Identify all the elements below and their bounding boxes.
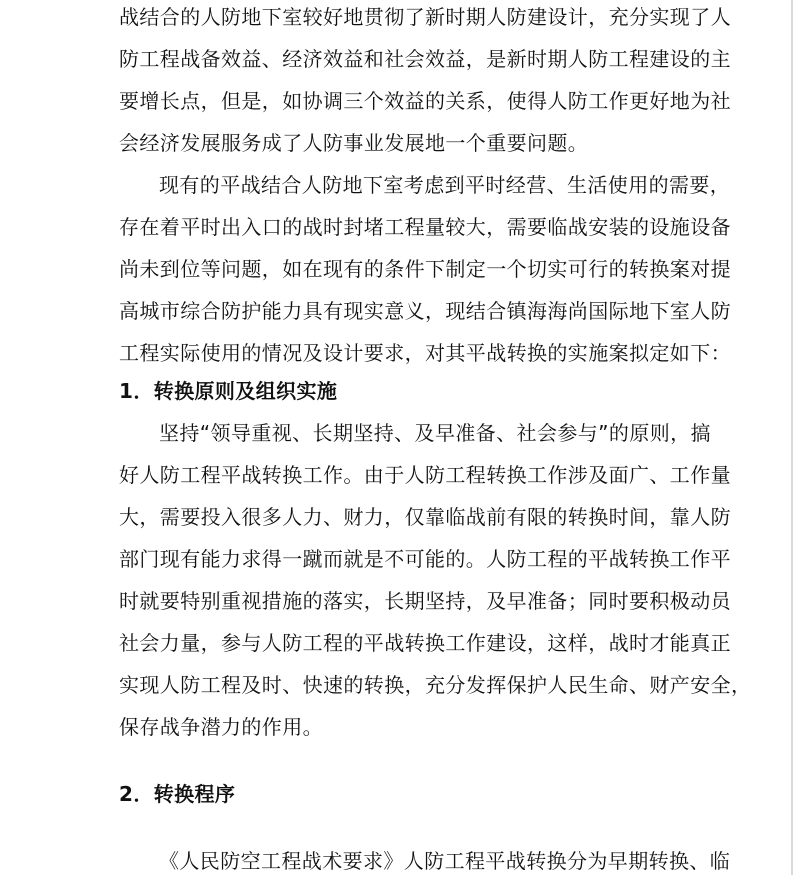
paragraph-line: 大，需要投入很多人力、财力，仅靠临战前有限的转换时间，靠人防	[119, 505, 731, 529]
paragraph-line: 存在着平时出入口的战时封堵工程量较大，需要临战安装的设施设备	[119, 215, 731, 239]
paragraph-line: 好人防工程平战转换工作。由于人防工程转换工作涉及面广、工作量	[119, 463, 731, 487]
paragraph-line: 部门现有能力求得一蹴而就是不可能的。人防工程的平战转换工作平	[119, 547, 731, 571]
paragraph-line: 坚持“领导重视、长期坚持、及早准备、社会参与”的原则，搞	[159, 421, 711, 445]
paragraph-line: 现有的平战结合人防地下室考虑到平时经营、生活使用的需要，	[159, 173, 731, 197]
paragraph-line: 《人民防空工程战术要求》人防工程平战转换分为早期转换、临	[159, 849, 731, 873]
section-heading: 1．转换原则及组织实施	[119, 379, 338, 403]
paragraph-line: 尚未到位等问题，如在现有的条件下制定一个切实可行的转换案对提	[119, 257, 731, 281]
paragraph-line: 时就要特别重视措施的落实，长期坚持，及早准备；同时要积极动员	[119, 589, 731, 613]
paragraph-line: 要增长点，但是，如协调三个效益的关系，使得人防工作更好地为社	[119, 89, 731, 113]
paragraph-line: 保存战争潜力的作用。	[119, 715, 323, 739]
paragraph-line: 战结合的人防地下室较好地贯彻了新时期人防建设计，充分实现了人	[119, 5, 731, 29]
paragraph-line: 防工程战备效益、经济效益和社会效益，是新时期人防工程建设的主	[119, 47, 731, 71]
paragraph-line: 工程实际使用的情况及设计要求，对其平战转换的实施案拟定如下：	[119, 341, 731, 365]
paragraph-line: 社会力量，参与人防工程的平战转换工作建设，这样，战时才能真正	[119, 631, 731, 655]
paragraph-line: 实现人防工程及时、快速的转换，充分发挥保护人民生命、财产安全，	[119, 673, 752, 697]
section-heading: 2．转换程序	[119, 782, 236, 806]
paragraph-line: 会经济发展服务成了人防事业发展地一个重要问题。	[119, 131, 589, 155]
paragraph-line: 高城市综合防护能力具有现实意义，现结合镇海海尚国际地下室人防	[119, 299, 731, 323]
